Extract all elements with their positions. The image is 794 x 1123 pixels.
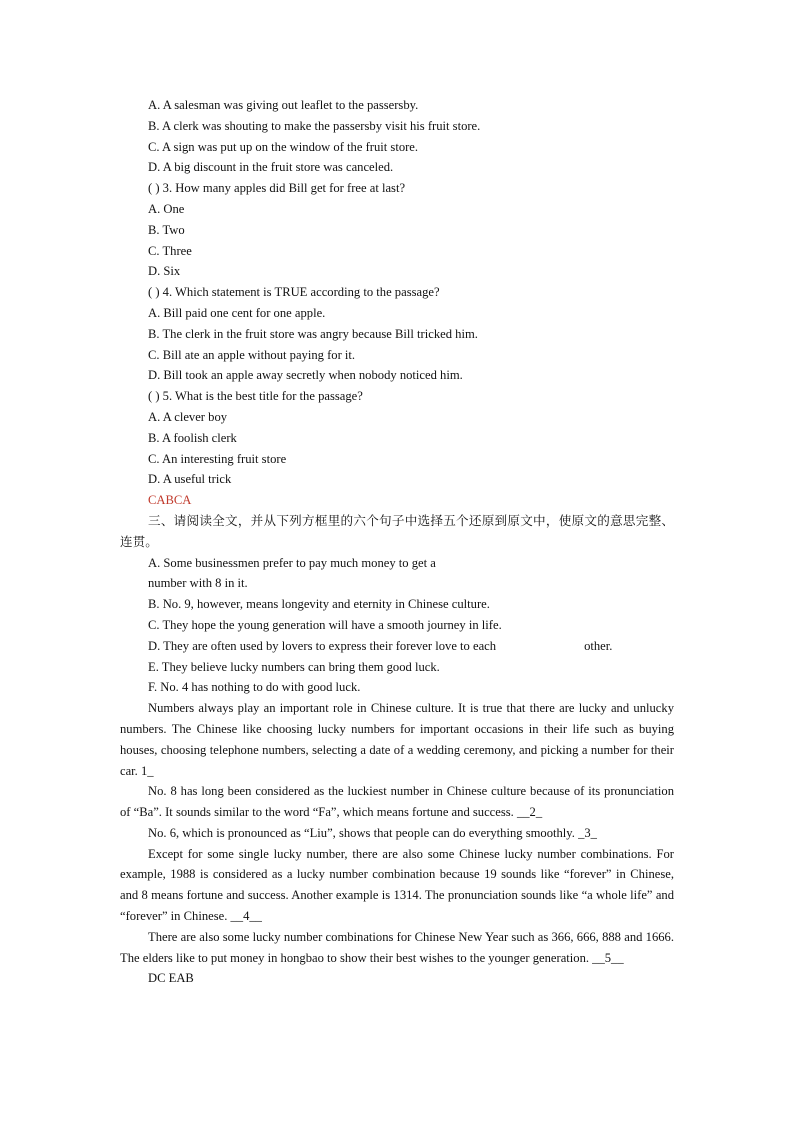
q5-stem: ( ) 5. What is the best title for the passage? [148, 389, 363, 404]
q3-option-d: D. Six [148, 264, 181, 279]
q3-option-c: C. Three [148, 243, 192, 258]
q4-option-d: D. Bill took an apple away secretly when nobody noticed him. [148, 368, 463, 383]
q5-option-c: C. An interesting fruit store [148, 451, 287, 466]
q4-option-a: A. Bill paid one cent for one apple. [148, 305, 326, 320]
q3-option-a: A. One [148, 201, 185, 216]
passage-paragraph-5: There are also some lucky number combinations for Chinese New Year such as 366, 666, 888 and 1666. The elders like to put money in hongbao to show their best wishes to the younger generation. __5__ [120, 929, 674, 965]
passage-paragraph-1: Numbers always play an important role in Chinese culture. It is true that there are lucky and unlucky numbers. The Chinese like choosing lucky numbers for important occasions in their life such as buying houses, choosing telephone numbers, selecting a date of a wedding ceremony, and picking a number for their car. 1_ [120, 701, 674, 778]
document-page [120, 95, 674, 989]
q5-option-b: B. A foolish clerk [148, 430, 237, 445]
passage-paragraph-4: Except for some single lucky number, there are also some Chinese lucky number combinations. For example, 1988 is considered as a lucky number combination because 19 sounds like “forever” in Chinese, and 8 means fortune and success. Another example is 1314. The pronunciation sounds like “a whole life” and “forever” in Chinese. __4__ [120, 846, 674, 924]
section-3-instruction: 三、请阅读全文，并从下列方框里的六个句子中选择五个还原到原文中，使原文的意思完整、连贯。 [120, 513, 674, 549]
option-a-line-1: A. Some businessmen prefer to pay much money to get a [148, 555, 436, 570]
passage-paragraph-2: No. 8 has long been considered as the luckiest number in Chinese culture because of its pronunciation of “Ba”. It sounds similar to the word “Fa”, which means fortune and success. __2_ [120, 784, 674, 820]
q3-option-b: B. Two [148, 222, 185, 237]
q5-option-a: A. A clever boy [148, 409, 228, 424]
q2-option-c: C. A sign was put up on the window of the fruit store. [148, 139, 419, 154]
answer-key-1: CABCA [148, 493, 192, 508]
answer-key-2: DC EAB [148, 971, 194, 986]
q4-stem: ( ) 4. Which statement is TRUE according to the passage? [148, 285, 440, 300]
passage-paragraph-3: No. 6, which is pronounced as “Liu”, shows that people can do everything smoothly. _3_ [148, 825, 597, 840]
q4-option-b: B. The clerk in the fruit store was angry because Bill tricked him. [148, 326, 478, 341]
option-d [120, 636, 674, 657]
q2-option-d: D. A big discount in the fruit store was canceled. [148, 160, 394, 175]
option-d-tail: other. [584, 638, 613, 653]
option-e: E. They believe lucky numbers can bring them good luck. [148, 659, 440, 674]
q4-option-c: C. Bill ate an apple without paying for it. [148, 347, 356, 362]
option-d-text: D. They are often used by lovers to express their forever love to each [148, 638, 497, 653]
q2-option-a: A. A salesman was giving out leaflet to the passersby. [148, 98, 419, 112]
option-f: F. No. 4 has nothing to do with good luck. [148, 680, 361, 695]
option-c: C. They hope the young generation will have a smooth journey in life. [148, 617, 502, 632]
q5-option-d: D. A useful trick [148, 472, 232, 487]
option-a-line-2: number with 8 in it. [148, 576, 248, 591]
q3-stem: ( ) 3. How many apples did Bill get for free at last? [148, 181, 406, 196]
q2-option-b: B. A clerk was shouting to make the passersby visit his fruit store. [148, 118, 481, 133]
option-b: B. No. 9, however, means longevity and eternity in Chinese culture. [148, 597, 490, 612]
